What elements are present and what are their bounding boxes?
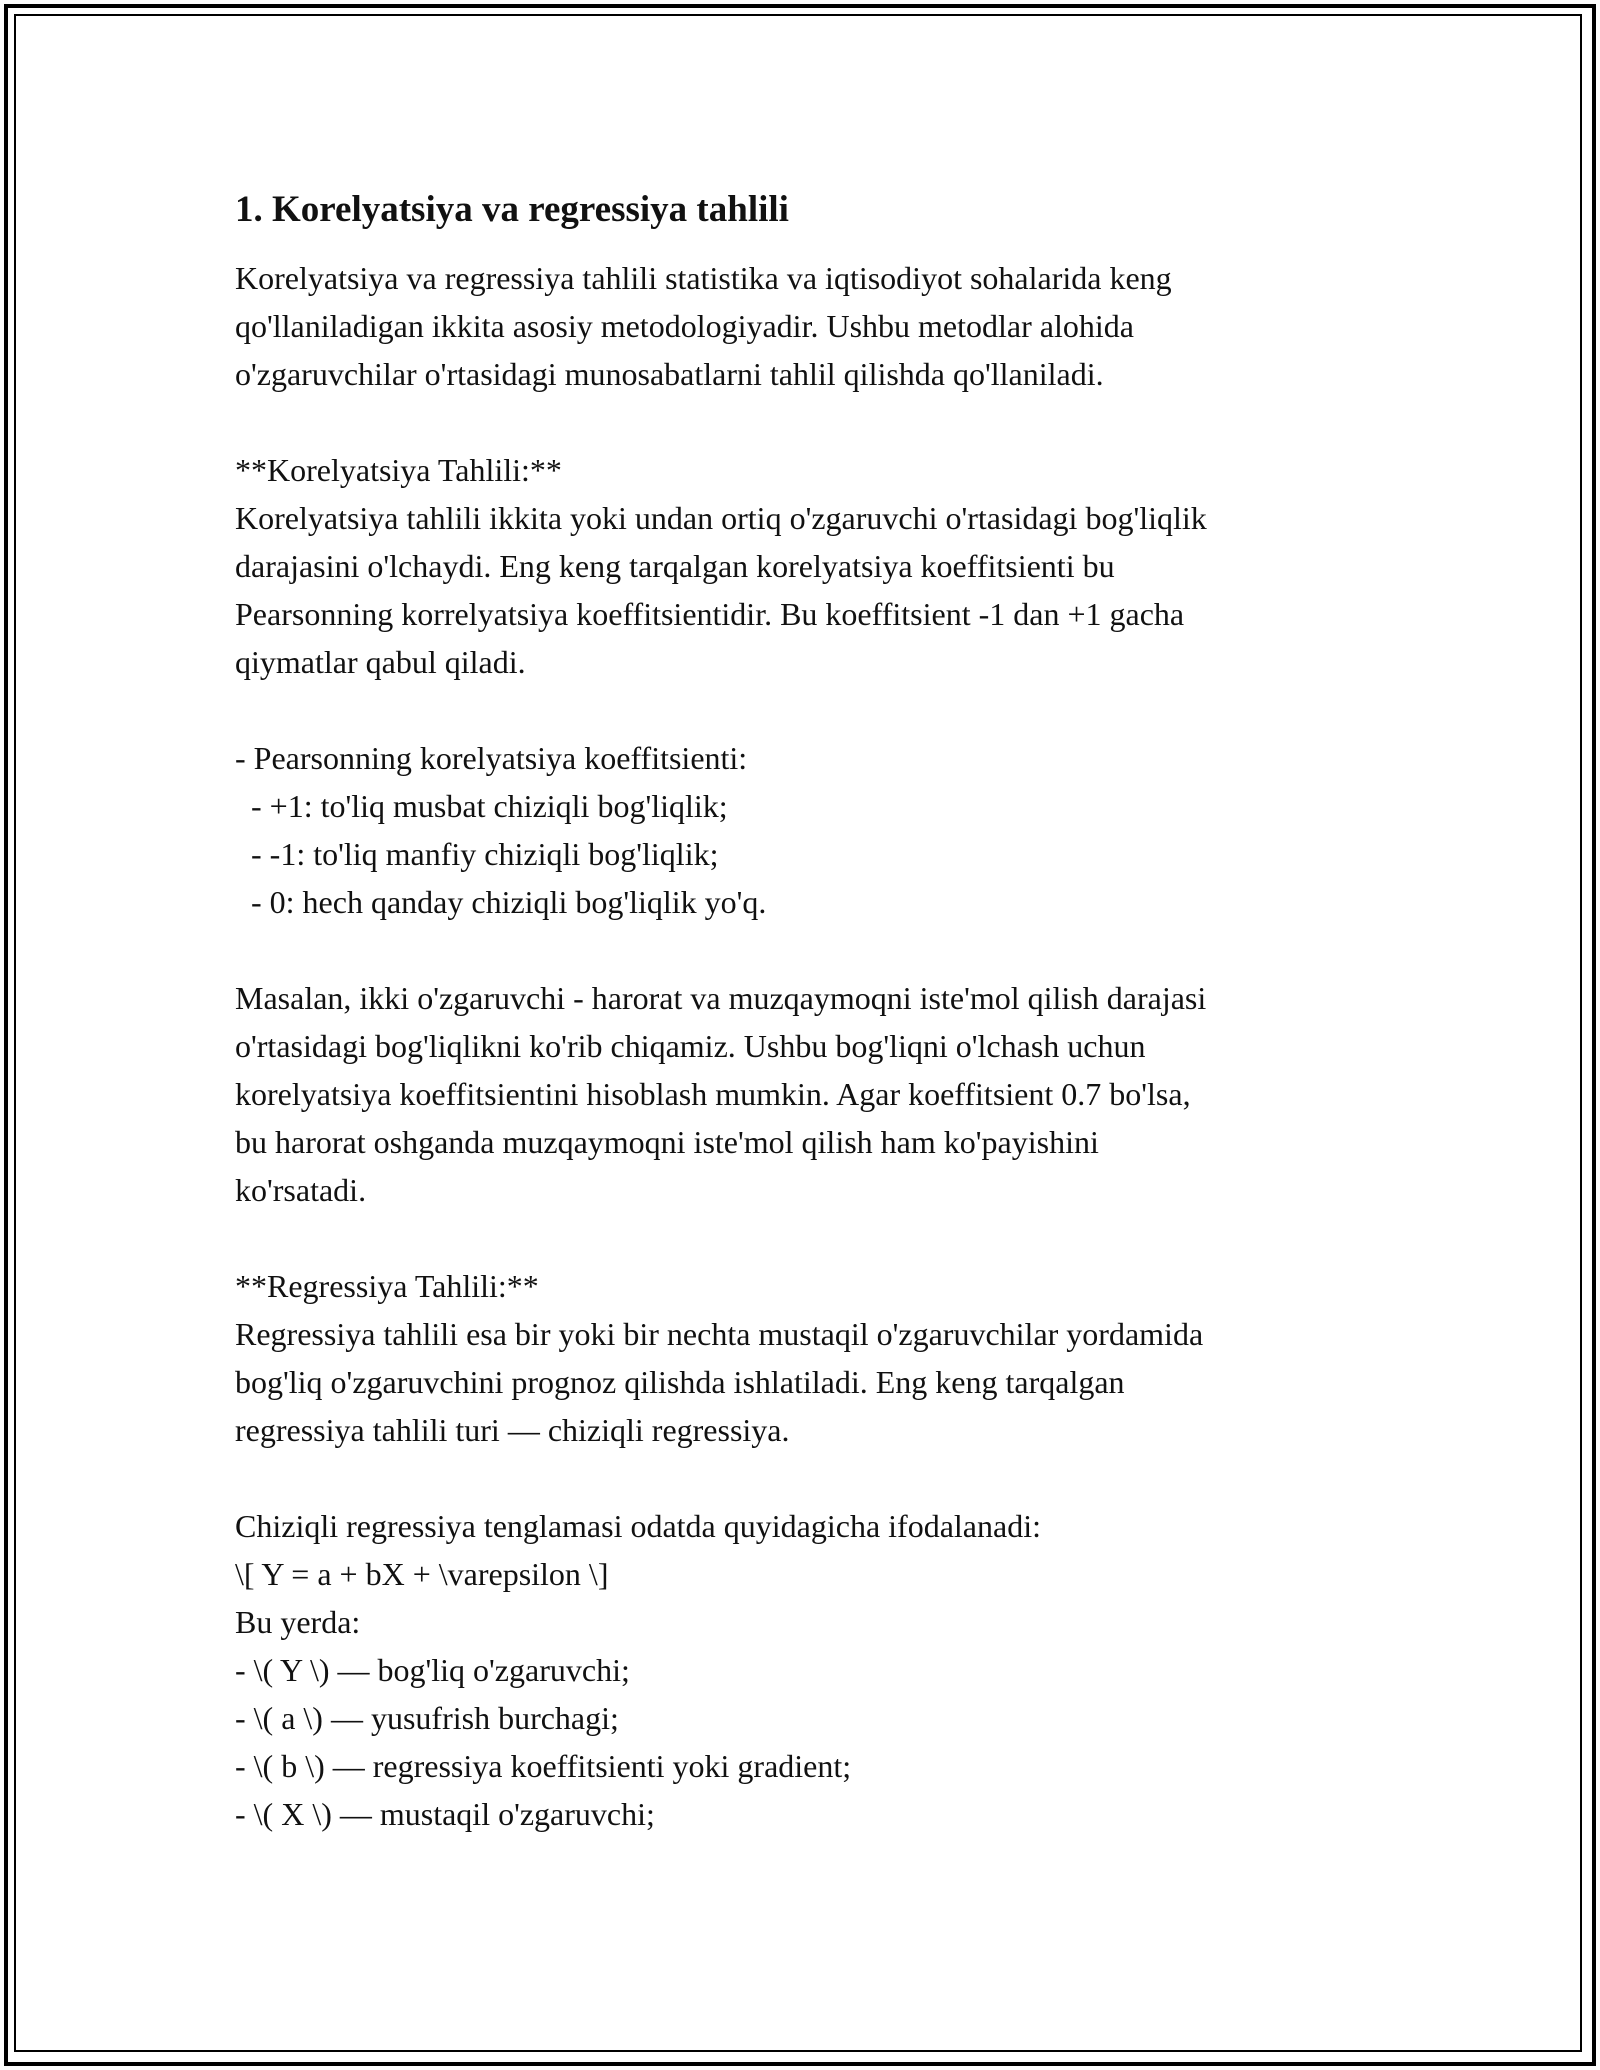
equation-block bbox=[235, 1502, 1385, 1838]
intro-line: qo'llaniladigan ikkita asosiy metodologiyadir. Ushbu metodlar alohida bbox=[235, 308, 1134, 344]
correlation-paragraph bbox=[235, 494, 1385, 686]
list-item: - -1: to'liq manfiy chiziqli bog'liqlik; bbox=[235, 836, 719, 872]
document-body bbox=[235, 186, 1385, 1838]
example-paragraph bbox=[235, 974, 1385, 1214]
blank-line bbox=[235, 1454, 1385, 1502]
list-item: - 0: hech qanday chiziqli bog'liqlik yo'q. bbox=[235, 884, 767, 920]
intro-line: o'zgaruvchilar o'rtasidagi munosabatlarni tahlil qilishda qo'llaniladi. bbox=[235, 356, 1104, 392]
equation-line: - \( a \) — yusufrish burchagi; bbox=[235, 1700, 619, 1736]
regression-line: bog'liq o'zgaruvchini prognoz qilishda ishlatiladi. Eng keng tarqalgan bbox=[235, 1364, 1125, 1400]
equation-line: Bu yerda: bbox=[235, 1604, 361, 1640]
regression-line: regressiya tahlili turi — chiziqli regressiya. bbox=[235, 1412, 790, 1448]
correlation-line: darajasini o'lchaydi. Eng keng tarqalgan korelyatsiya koeffitsienti bu bbox=[235, 548, 1115, 584]
blank-line bbox=[235, 926, 1385, 974]
equation-line: \[ Y = a + bX + \varepsilon \] bbox=[235, 1556, 609, 1592]
section-title: 1. Korelyatsiya va regressiya tahlili bbox=[235, 189, 789, 230]
example-line: korelyatsiya koeffitsientini hisoblash mumkin. Agar koeffitsient 0.7 bo'lsa, bbox=[235, 1076, 1191, 1112]
example-line: bu harorat oshganda muzqaymoqni iste'mol qilish ham ko'payishini bbox=[235, 1124, 1099, 1160]
correlation-line: Pearsonning korrelyatsiya koeffitsientidir. Bu koeffitsient -1 dan +1 gacha bbox=[235, 596, 1185, 632]
list-item: - +1: to'liq musbat chiziqli bog'liqlik; bbox=[235, 788, 728, 824]
list-item: - Pearsonning korelyatsiya koeffitsienti: bbox=[235, 740, 748, 776]
equation-line: - \( Y \) — bog'liq o'zgaruvchi; bbox=[235, 1652, 630, 1688]
pearson-list bbox=[235, 734, 1385, 926]
example-line: Masalan, ikki o'zgaruvchi - harorat va muzqaymoqni iste'mol qilish darajasi bbox=[235, 980, 1207, 1016]
equation-line: Chiziqli regressiya tenglamasi odatda quyidagicha ifodalanadi: bbox=[235, 1508, 1041, 1544]
blank-line bbox=[235, 398, 1385, 446]
equation-line: - \( b \) — regressiya koeffitsienti yoki gradient; bbox=[235, 1748, 852, 1784]
regression-line: Regressiya tahlili esa bir yoki bir nechta mustaqil o'zgaruvchilar yordamida bbox=[235, 1316, 1204, 1352]
example-line: ko'rsatadi. bbox=[235, 1172, 367, 1208]
intro-paragraph bbox=[235, 254, 1385, 398]
regression-heading: **Regressiya Tahlili:** bbox=[235, 1268, 539, 1304]
example-line: o'rtasidagi bog'liqlikni ko'rib chiqamiz. Ushbu bog'liqni o'lchash uchun bbox=[235, 1028, 1146, 1064]
correlation-line: Korelyatsiya tahlili ikkita yoki undan ortiq o'zgaruvchi o'rtasidagi bog'liqlik bbox=[235, 500, 1207, 536]
correlation-heading: **Korelyatsiya Tahlili:** bbox=[235, 452, 562, 488]
correlation-line: qiymatlar qabul qiladi. bbox=[235, 644, 526, 680]
intro-line: Korelyatsiya va regressiya tahlili statistika va iqtisodiyot sohalarida keng bbox=[235, 260, 1172, 296]
regression-paragraph bbox=[235, 1310, 1385, 1454]
blank-line bbox=[235, 1214, 1385, 1262]
blank-line bbox=[235, 686, 1385, 734]
equation-line: - \( X \) — mustaqil o'zgaruvchi; bbox=[235, 1796, 655, 1832]
